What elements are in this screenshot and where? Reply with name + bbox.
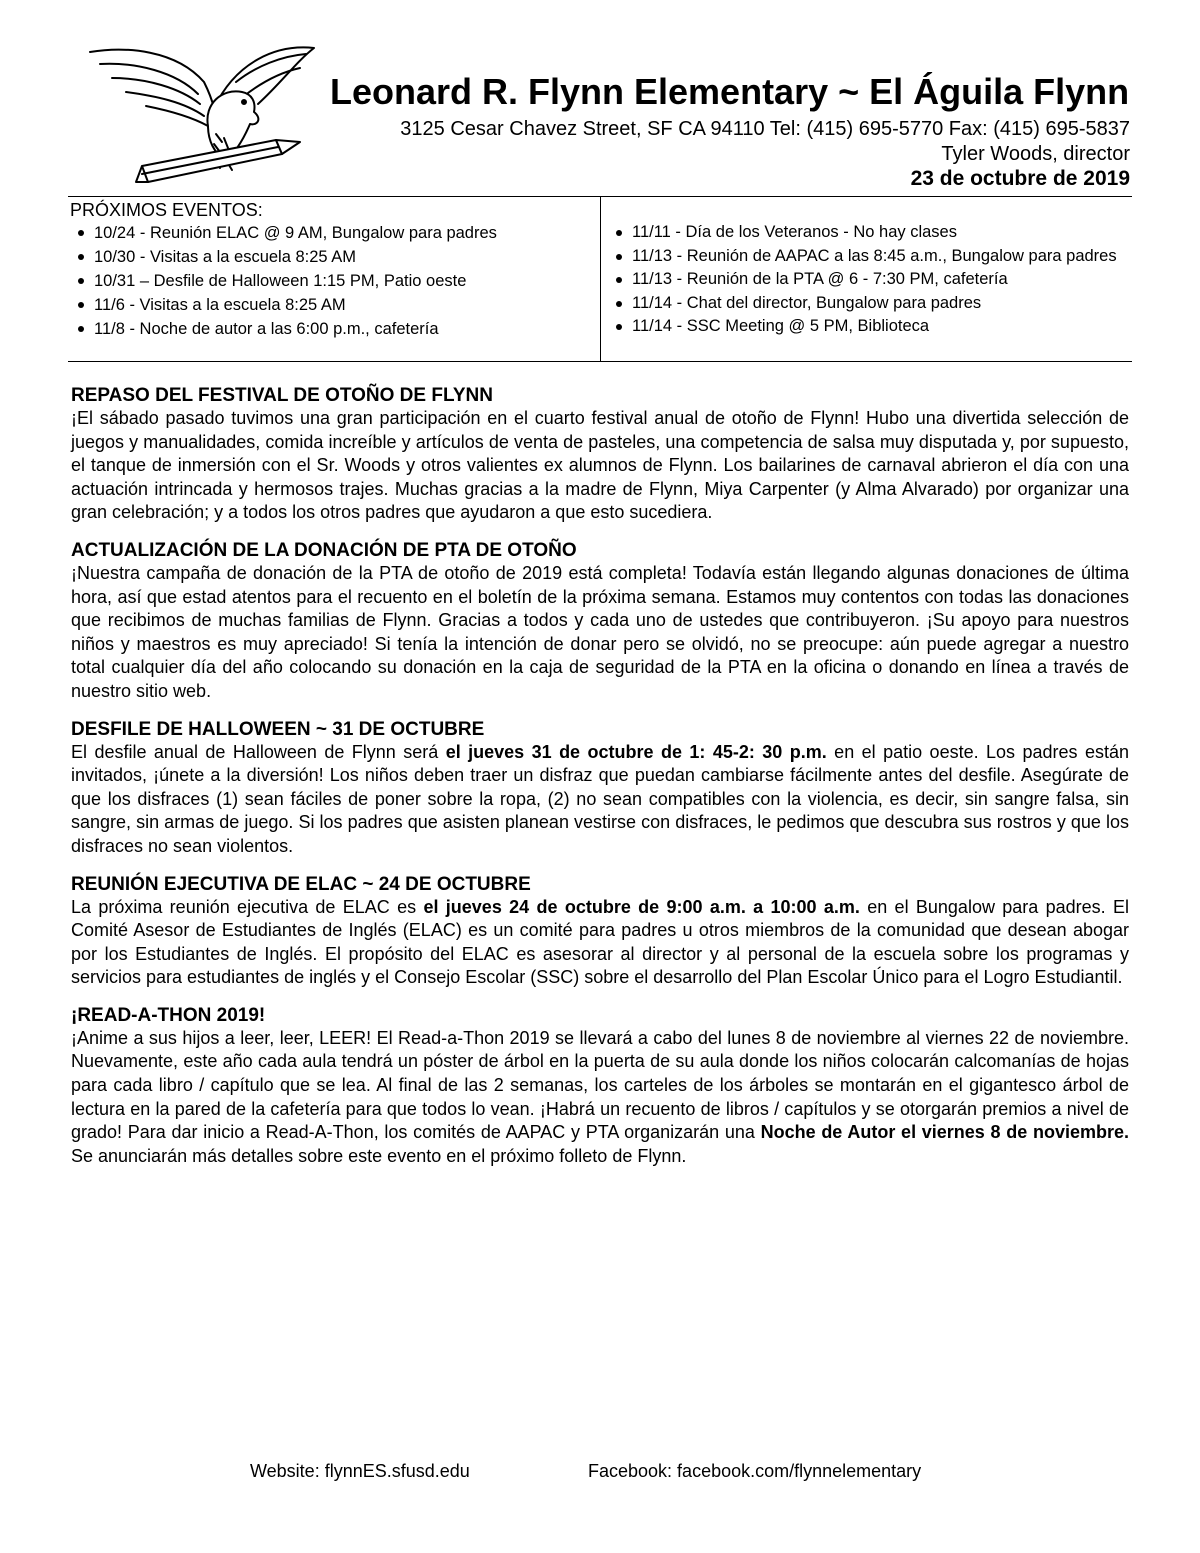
text-run: en el patio oeste. Los padres están invitados, ¡únete a la diversión! Los niños deben traer un disfraz que puedan cambiarse fácilmente antes del desfile. Asegúrate de que los disfraces (1) sean fáciles de poner sobre la ropa, (2) no sean compatibles con la violencia, es decir, sin sangre falsa, sin sangre, sin armas de juego. Si los padres que asisten planean vestirse con disfraces, le pedimos que descubra sus rostros y que los disfraces no sean violentos. (71, 741, 1129, 856)
event-item: 11/13 - Reunión de AAPAC a las 8:45 a.m., Bungalow para padres (608, 245, 1128, 269)
section-donation (71, 539, 1129, 704)
events-divider (600, 197, 601, 361)
event-item: 11/6 - Visitas a la escuela 8:25 AM (70, 293, 590, 317)
text-run: Se anunciarán más detalles sobre este evento en el próximo folleto de Flynn. (71, 1145, 687, 1166)
section-halloween (71, 718, 1129, 859)
newsletter-date: 23 de octubre de 2019 (910, 167, 1130, 190)
events-list-right (608, 221, 1128, 339)
event-item: 10/30 - Visitas a la escuela 8:25 AM (70, 245, 590, 269)
section-text: ¡Nuestra campaña de donación de la PTA de otoño de 2019 está completa! Todavía están llegando algunas donaciones de última hora, así que estad atentos para el recuento en el boletín de la próxima semana. Estamos muy contentos con todas las donaciones que recibimos de muchas familias de Flynn. Gracias a todos y cada uno de ustedes que contribuyeron. ¡Su apoyo para nuestros niños y maestros es muy apreciado! Si tenía la intención de donar pero se olvidó, no se preocupe: aún puede agregar a nuestro total cualquier día del año colocando su donación en la caja de seguridad de la PTA en la oficina o donando en línea a través de nuestro sitio web. (71, 562, 1129, 701)
section-readathon (71, 1004, 1129, 1169)
events-list-left (70, 221, 590, 341)
section-title: DESFILE DE HALLOWEEN ~ 31 DE OCTUBRE (71, 718, 485, 740)
event-item: 11/14 - SSC Meeting @ 5 PM, Biblioteca (608, 315, 1128, 339)
event-item: 11/14 - Chat del director, Bungalow para padres (608, 292, 1128, 316)
events-left-column (70, 199, 590, 341)
events-right-column (608, 221, 1128, 339)
event-item: 11/8 - Noche de autor a las 6:00 p.m., cafetería (70, 317, 590, 341)
text-run-bold: el jueves 31 de octubre de 1: 45-2: 30 p.m. (445, 741, 827, 762)
text-run-bold: el jueves 24 de octubre de 9:00 a.m. a 10:00 a.m. (423, 896, 860, 917)
director-name: Tyler Woods, director (941, 143, 1130, 165)
section-title: ¡READ-A-THON 2019! (71, 1004, 266, 1026)
footer-website: Website: flynnES.sfusd.edu (250, 1461, 470, 1481)
event-item: 10/24 - Reunión ELAC @ 9 AM, Bungalow para padres (70, 221, 590, 245)
section-title: REUNIÓN EJECUTIVA DE ELAC ~ 24 DE OCTUBRE (71, 873, 531, 895)
event-item: 10/31 – Desfile de Halloween 1:15 PM, Patio oeste (70, 269, 590, 293)
section-title: ACTUALIZACIÓN DE LA DONACIÓN DE PTA DE OTOÑO (71, 539, 577, 561)
newsletter-body (71, 384, 1129, 1182)
section-festival (71, 384, 1129, 525)
school-name: Leonard R. Flynn Elementary ~ El Águila Flynn (330, 71, 1130, 112)
section-elac (71, 873, 1129, 990)
event-item: 11/13 - Reunión de la PTA @ 6 - 7:30 PM, cafetería (608, 268, 1128, 292)
eagle-on-pencil-icon (86, 42, 316, 187)
section-text (71, 741, 1129, 859)
text-run-bold: Noche de Autor el viernes 8 de noviembre. (760, 1122, 1129, 1143)
text-run: ¡Anime a sus hijos a leer, leer, LEER! El Read-a-Thon 2019 se llevará a cabo del lunes 8 de noviembre al viernes 22 de noviembre. Nuevamente, este año cada aula tendrá un póster de árbol en la puerta de su aula donde los niños colocarán calcomanías de hojas para cada libro / capítulo que se lea. Al final de las 2 semanas, los carteles de los árboles se montarán en el gigantesco árbol de lectura en la pared de la cafetería para que todos lo vean. ¡Habrá un recuento de libros / capítulos y se otorgarán premios a nivel de grado! Para dar inicio a Read-A-Thon, los comités de AAPAC y PTA organizarán una (71, 1027, 1129, 1143)
section-text (71, 1027, 1129, 1169)
events-heading: PRÓXIMOS EVENTOS: (70, 200, 263, 220)
section-title: REPASO DEL FESTIVAL DE OTOÑO DE FLYNN (71, 385, 493, 406)
upcoming-events-box (68, 196, 1132, 362)
section-text: ¡El sábado pasado tuvimos una gran participación en el cuarto festival anual de otoño de Flynn! Hubo una divertida selección de juegos y manualidades, comida increíble y artículos de venta de pasteles, una competencia de salsa muy disputada y, por supuesto, el tanque de inmersión con el Sr. Woods y otros valientes ex alumnos de Flynn. Los bailarines de carnaval abrieron el día con una actuación intrincada y hermosos trajes. Muchas gracias a la madre de Flynn, Miya Carpenter (y Alma Alvarado) por organizar una gran celebración; y a todos los otros padres que ayudaron a que esto sucediera. (71, 408, 1129, 523)
school-address: 3125 Cesar Chavez Street, SF CA 94110 Tel: (415) 695-5770 Fax: (415) 695-5837 (400, 118, 1130, 140)
text-run: La próxima reunión ejecutiva de ELAC es (71, 896, 424, 917)
event-item: 11/11 - Día de los Veteranos - No hay clases (608, 221, 1128, 245)
section-text (71, 896, 1129, 990)
footer-facebook: Facebook: facebook.com/flynnelementary (588, 1461, 922, 1481)
text-run: en el Bungalow para padres. El Comité Asesor de Estudiantes de Inglés (ELAC) es un comité para padres u otros miembros de la comunidad que desean abogar por los Estudiantes de Inglés. El propósito del ELAC es asesorar al director y al personal de la escuela sobre los programas y servicios para estudiantes de inglés y el Consejo Escolar (SSC) sobre el desarrollo del Plan Escolar Único para el Logro Estudiantil. (71, 896, 1129, 988)
text-run: El desfile anual de Halloween de Flynn será (71, 741, 446, 762)
